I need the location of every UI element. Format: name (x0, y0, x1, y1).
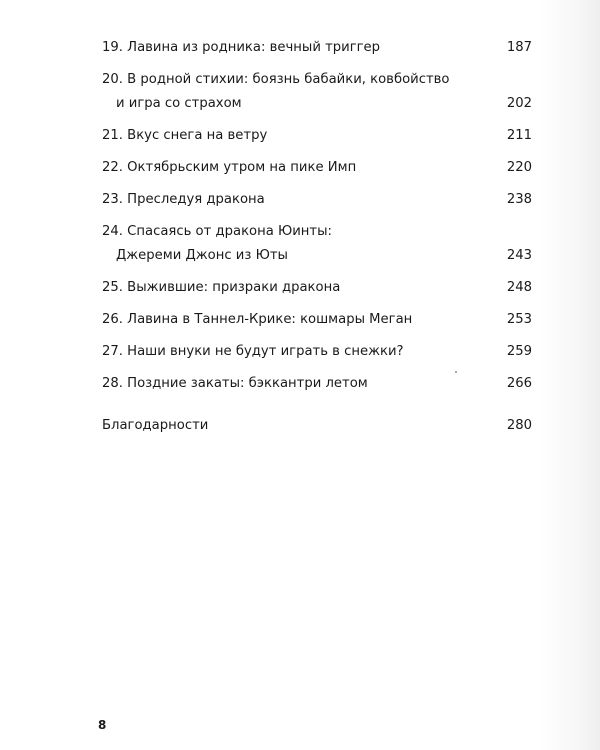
toc-entry-27 (102, 340, 532, 364)
toc-entry-title (102, 372, 502, 396)
toc-entry-page-number: 243 (506, 248, 532, 263)
toc-entry-23 (102, 188, 532, 212)
toc-entry-page-number: 253 (506, 312, 532, 327)
toc-entry-title (102, 308, 502, 332)
toc-entry-page-number: 187 (506, 40, 532, 55)
toc-entry-22 (102, 156, 532, 180)
page-number: 8 (98, 718, 107, 732)
toc-entry-20 (102, 68, 532, 116)
toc-entry-title-line: 23. Преследуя дракона (102, 192, 265, 207)
toc-entry-title-line: Джереми Джонс из Юты (116, 248, 288, 263)
toc-entry-page-number: 266 (506, 376, 532, 391)
toc-entry-page-number: 280 (506, 418, 532, 433)
toc-entry-title-line: 25. Выжившие: призраки дракона (102, 280, 341, 295)
toc-entry-21 (102, 124, 532, 148)
toc-entry-page-number: 202 (506, 96, 532, 111)
toc-entry-title (102, 220, 502, 268)
toc-entry-26 (102, 308, 532, 332)
toc-entry-title-line: 27. Наши внуки не будут играть в снежки? (102, 344, 404, 359)
toc-entry-19 (102, 36, 532, 60)
table-of-contents (102, 36, 532, 438)
toc-entry-page-number: 211 (506, 128, 532, 143)
toc-entry-28 (102, 372, 532, 396)
toc-entry-title-line: 28. Поздние закаты: бэккантри летом (102, 376, 368, 391)
toc-entry-title (102, 36, 502, 60)
toc-entry-title (102, 124, 502, 148)
toc-entry-title-line: 22. Октябрьским утром на пике Имп (102, 160, 357, 175)
toc-entry-title-line: 21. Вкус снега на ветру (102, 128, 268, 143)
print-speck (455, 371, 457, 373)
toc-entry-title-line: Благодарности (102, 418, 209, 433)
toc-entry-acknowledgments (102, 414, 532, 438)
toc-entry-24 (102, 220, 532, 268)
toc-entry-title-line: 20. В родной стихии: боязнь бабайки, ковбойство (102, 72, 450, 87)
toc-entry-title-line: 19. Лавина из родника: вечный триггер (102, 40, 381, 55)
toc-entry-25 (102, 276, 532, 300)
toc-entry-page-number: 259 (506, 344, 532, 359)
toc-entry-title-line: 26. Лавина в Таннел-Крике: кошмары Меган (102, 312, 413, 327)
toc-entry-title (102, 188, 502, 212)
toc-entry-title (102, 68, 502, 116)
toc-entry-title (102, 340, 502, 364)
toc-entry-page-number: 220 (506, 160, 532, 175)
toc-entry-page-number: 238 (506, 192, 532, 207)
toc-entry-title-line: 24. Спасаясь от дракона Юинты: (102, 224, 332, 239)
toc-entry-title (102, 156, 502, 180)
toc-entry-page-number: 248 (506, 280, 532, 295)
toc-entry-title (102, 414, 502, 438)
toc-entry-title-line: и игра со страхом (116, 96, 242, 111)
toc-entry-title (102, 276, 502, 300)
